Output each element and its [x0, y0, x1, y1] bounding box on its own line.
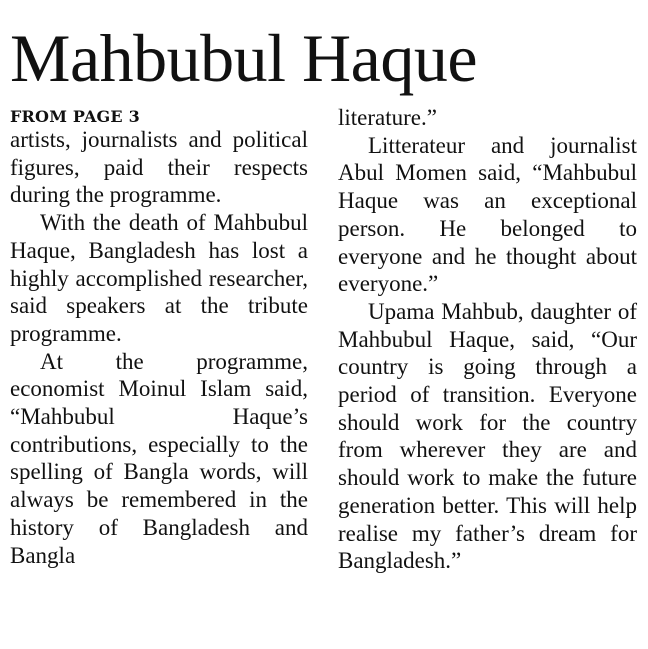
paragraph: literature.” — [338, 105, 437, 130]
right-column — [338, 104, 637, 575]
left-column — [10, 104, 308, 569]
paragraph: artists, journalists and political figures, paid their respects during the programme. — [10, 127, 308, 208]
paragraph: With the death of Mahbubul Haque, Bangladesh has lost a highly accomplished researcher, said speakers at the tribute programme. — [10, 210, 308, 346]
headline: Mahbubul Haque — [10, 20, 478, 96]
continued-from-kicker: FROM PAGE 3 — [10, 107, 140, 126]
paragraph: Upama Mahbub, daughter of Mahbubul Haque, said, “Our country is going through a period of transition. Everyone should work for the country from wherever they are and should work to make the future generation better. This will help realise my father’s dream for Bangladesh.” — [338, 298, 637, 574]
paragraph: At the programme, economist Moinul Islam said, “Mahbubul Haque’s contributions, especially to the spelling of Bangla words, will always be remembered in the history of Bangladesh and Bangla — [10, 348, 308, 568]
left-column-text — [10, 126, 308, 569]
paragraph: Litterateur and journalist Abul Momen said, “Mahbubul Haque was an exceptional person. He belonged to everyone and he thought about everyone.” — [338, 132, 637, 297]
